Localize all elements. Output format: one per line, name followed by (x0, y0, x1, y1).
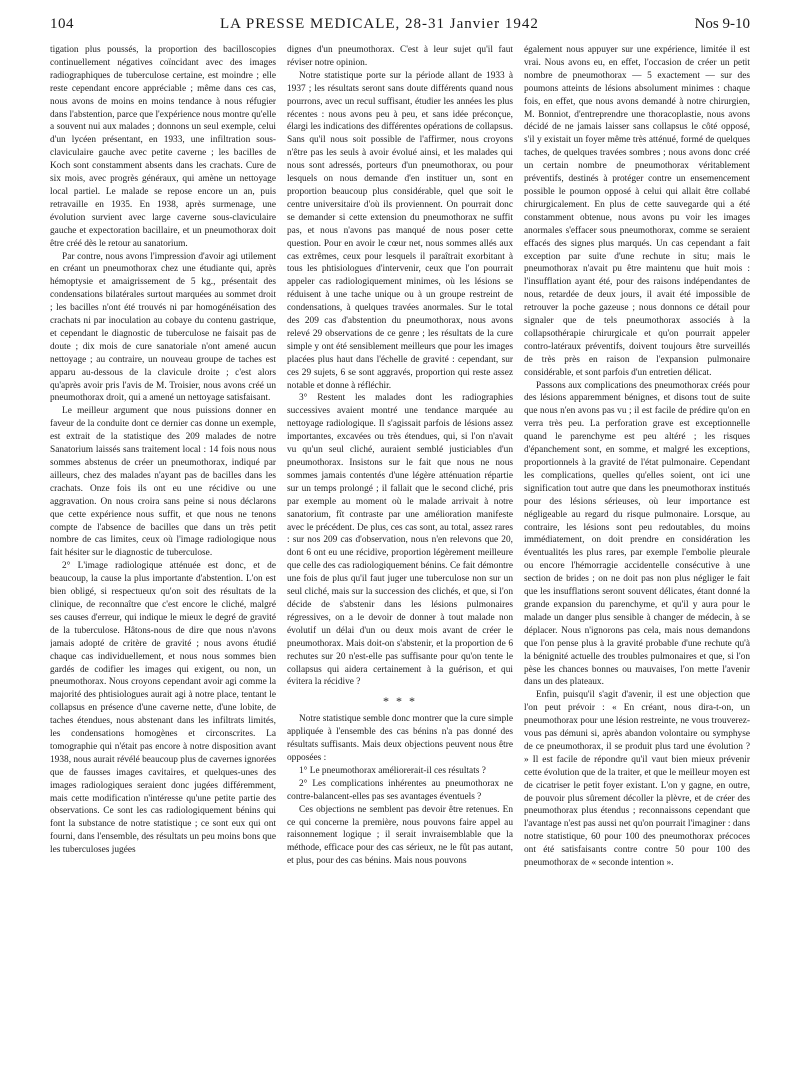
paragraph: également nous appuyer sur une expérience, limitée il est vrai. Nous avons eu, en effet, l'occasion de créer un petit nombre de pneumothorax — 5 exactement — sur des poumons atteints de lésions absolument minimes : chaque fois, en effet, que nous avons demandé à notre chirurgien, M. Bonniot, d'entreprendre une thoracoplastie, nous avons décidé de ne jamais laisser sans collapsus le côté opposé, s'il y existait un foyer même très atténué, formé de quelques taches, de quelques travées sombres ; nous avons donc créé un certain nombre de pneumothorax véritablement préventifs, destinés à protéger contre un ensemencement possible le poumon opposé à celui qui allait être collabé chirurgicalement. En plus de cette sauvegarde qui a été constamment obtenue, nous avons pu voir les images anormales s'effacer sous pneumothorax, comme se seraient effacés des signes plus marqués. Un cas cependant a fait exception par suite d'une rechute in situ; mais le pneumothorax n'avait pu être maintenu que huit mois : l'insufflation ayant été, pour des raisons indépendantes de nous, retardée de deux jours, il avait été impossible de retrouver la poche gazeuse ; nous donnons ce détail pour signaler que de tels pneumothorax associés à la collapsothérapie chirurgicale et qu'on pourrait appeler contro-latéraux préventifs, doivent toujours être surveillés de très près en raison de l'expansion pulmonaire considérable, et sont parfois d'un entretien délicat. (524, 45, 750, 378)
paragraph: Passons aux complications des pneumothorax créés pour des lésions apparemment bénignes, et disons tout de suite que nous n'en avons pas vu ; il est facile de prédire qu'on en verra très peu. La perforation grave est exceptionnelle quand le parenchyme est peu altéré ; les risques d'épanchement sont, en somme, et malgré les exceptions, proportionnels à la gravité de l'état pulmonaire. Cependant les complications, quelles qu'elles soient, ont ici une signification tout autre que dans les pneumothorax institués pour des lésions sérieuses, où leur importance est négligeable au regard du risque pulmonaire. Lorsque, au contraire, les lésions sont peu redoutables, du moins immédiatement, on doit prendre en considération les éventualités les plus rares, par exemple l'embolie pleurale ou encore l'hémorragie accidentelle consécutive à une section de brides ; on ne doit pas non plus négliger le fait que les insufflations seront souvent délicates, étant donné la grande expansion du parenchyme, et qu'il y aura pour le malade un danger plus sensible à changer de médecin, à se déplacer. Nous n'ignorons pas cela, mais nous demandons que l'on pense plus à la gravité probable d'une rechute qu'à la bénignité actuelle des troubles pulmonaires et que, si l'on pèse les chances bonnes ou mauvaises, l'on mette l'avenir dans un des plateaux. (524, 380, 750, 688)
paragraph: dignes d'un pneumothorax. C'est à leur sujet qu'il faut réviser notre opinion. (287, 45, 513, 68)
paragraph: Enfin, puisqu'il s'agit d'avenir, il est une objection que l'on peut prévoir : « En créant, nous dira-t-on, un pneumothorax pour une lésion restreinte, ne vous trouverez-vous pas démuni si, après abandon volontaire ou symphyse de ce pneumothorax, il se produit plus tard une évolution ? » Il est facile de répondre qu'il vaut bien mieux prévenir cette évolution que de la traiter, et que le meilleur moyen est de cicatriser le petit foyer existant. L'on y gagne, en outre, de pouvoir plus sûrement décoller la plèvre, et de créer des pneumothorax plus étendus ; reconnaissons cependant que l'avantage n'est pas aussi net qu'on pourrait l'imaginer : dans notre statistique, 60 pour 100 des pneumothorax précoces ont été satisfaisants contre contre 50 pour 100 des pneumothorax de « seconde intention ». (524, 690, 750, 869)
paragraph: 2° L'image radiologique atténuée est donc, et de beaucoup, la cause la plus importante d'abstention. L'on est bien obligé, si respectueux qu'on soit des résultats de la clinique, de reconnaître que c'est encore le cliché, malgré ses causes d'erreur, qui indique le mieux le degré de gravité de la tuberculose. Hâtons-nous de dire que nous n'avons jamais adopté de critère de gravité ; nous avons étudié chaque cas individuellement, et nous nous sommes bien gardés de codifier les images qui exigent, ou non, un pneumothorax. Nous croyons cependant avoir agi comme la majorité des phtisiologues aurait agi à notre place, tentant le collapsus en présence d'une caverne nette, d'une lobite, de taches étendues, nous abstenant dans les infiltrats limités, les condensations homogènes et circonscrites. La tomographie qui n'était pas encore à notre disposition avant 1938, nous aurait révélé beaucoup plus de cavernes ignorées que de fausses images cavitaires, et quelques-unes des images radiologiques seraient donc jugées différemment, mais cette modification n'intéresse qu'une petite partie des observations. Ce sont les cas radiologiquement bénins qui font la substance de notre statistique ; ce sont eux qui ont fourni, dans l'ensemble, des résultats un peu moins bons que les tuberculoses jugées (50, 561, 276, 856)
article-body (50, 44, 750, 1074)
paragraph: Par contre, nous avons l'impression d'avoir agi utilement en créant un pneumothorax chez une étudiante qui, après hémoptysie et amaigrissement de 5 kg., présentait des condensations bilatérales surtout marquées au sommet droit ; les bacilles n'ont été trouvés ni par homogénéisation des crachats ni par inoculation au cobaye du contenu gastrique, et cependant le diagnostic de tuberculose ne faisait pas de doute ; dix mois de cure sanatoriale n'ont amené aucun nettoyage ; au contraire, un nouveau groupe de taches est apparu au-dessous de la clavicule droite ; c'est alors qu'après avoir pris l'avis de M. Troisier, nous avons créé un pneumothorax droit, qui a amené un nettoyage satisfaisant. (50, 251, 276, 404)
paragraph: tigation plus poussés, la proportion des bacilloscopies continuellement négatives coïncidant avec des images radiographiques de tuberculose certaine, est moindre ; elle reste cependant encore appréciable ; même dans ces cas, nous avons de moins en moins tendance à nous réfugier dans l'abstention, parce que l'expérience nous montre qu'elle a souvent nui aux malades ; donnons un seul exemple, celui d'un lycéen présentant, en 1933, une infiltration sous-claviculaire gauche avec petite caverne ; les bacilles de Koch sont constamment absents dans les crachats. Cure de six mois, avec progrès généraux, qui amène un nettoyage local partiel. Le malade se repose encore un an, puis retravaille en 1935. En 1938, après surmenage, une évolution survient avec large caverne sous-claviculaire gauche et expectoration bacillaire, et un pneumothorax doit être créé dès le retour au sanatorium. (50, 45, 276, 249)
page-number: 104 (50, 16, 74, 32)
paragraph: 3° Restent les malades dont les radiographies successives avaient montré une tendance marquée au nettoyage radiologique. Il s'agissait parfois de lésions assez importantes, excavées ou très étendues, qui, si l'on n'avait vu qu'un seul cliché, auraient semblé justiciables d'un pneumothorax. Insistons sur le fait que nous ne nous sommes jamais contentés d'une légère atténuation répartie sur un temps prolongé ; il fallait que le second cliché, pris par exemple au moment où le malade arrivait à notre sanatorium, fît contraste par une amélioration manifeste avec le précédent. De plus, ces cas sont, au total, assez rares : sur nos 209 cas d'observation, nous n'en relevons que 20, dont 6 ont eu une récidive, proportion légèrement meilleure que celle des cas radiologiquement bénins. Ce fait démontre une fois de plus qu'il faut juger une tuberculose non sur un seul cliché, mais sur la succession des clichés, et que, si l'on décide de s'abstenir dans les lésions pulmonaires régressives, on a le devoir de donner à tout malade non évolutif un délai d'un ou deux mois avant de créer le pneumothorax. Mais doit-on s'abstenir, et la proportion de 6 rechutes sur 20 n'est-elle pas suffisante pour qu'on tente le collapsus qui aidera certainement à la guérison, et qui évitera la récidive ? (287, 393, 513, 688)
text-column-3 (524, 44, 750, 1074)
paragraph: Le meilleur argument que nous puissions donner en faveur de la conduite dont ce dernier cas donne un exemple, est extrait de la statistique des 209 malades de notre Sanatorium laissés sans traitement local : 14 fois nous nous sommes abstenus de créer un pneumothorax, indiqué par ailleurs, chez des malades n'ayant pas de bacilles dans les crachats. Onze fois ils ont eu une récidive ou une aggravation. On nous croira sans peine si nous déclarons que cette expérience nous suffit, et que nous ne tenons compte de l'absence de bacilles que dans un très petit nombre de cas limites, ceux où l'image radiologique nous fait hésiter sur le diagnostic de tuberculose. (50, 406, 276, 559)
paragraph: 2° Les complications inhérentes au pneumothorax ne contre-balancent-elles pas ses avantages éventuels ? (287, 778, 513, 802)
journal-title: LA PRESSE MEDICALE, 28-31 Janvier 1942 (220, 16, 539, 32)
paragraph: 1° Le pneumothorax améliorerait-il ces résultats ? (299, 765, 486, 776)
issue-number: Nos 9-10 (694, 16, 750, 32)
text-column-2 (287, 44, 513, 1074)
text-column-1 (50, 44, 276, 1074)
page-header (50, 16, 750, 38)
paragraph: Notre statistique porte sur la période allant de 1933 à 1937 ; les résultats seront sans doute différents quand nous pourrons, avec un recul suffisant, étudier les années les plus récentes : nous avons peu à peu, et sans idée préconçue, élargi les indications des différentes opérations de collapsus. Sans qu'il nous soit possible de l'affirmer, nous croyons n'être pas les seuls à avoir évolué ainsi, et les malades qui nous sont adressés, porteurs d'un pneumothorax, ou pour lesquels on nous demande d'en instituer un, sont en proportion beaucoup plus considérable, quel que soit le centre universitaire d'où ils proviennent. On pourrait donc se demander si cette extension du pneumothorax ne suffit pas, et nous n'avons pas manqué de nous poser cette question. Pour en avoir le cœur net, nous sommes allés aux cas extrêmes, ceux pour lesquels il paraîtrait exorbitant à tous les phtisiologues d'intervenir, ceux que l'on pourrait appeler cas radiologiquement minimes, où les lésions se réduisent à une tache unique ou à un groupe restreint de condensations, à quelques travées anormales. Sur le total des 209 cas d'abstention du pneumothorax, nous avons relevé 29 observations de ce genre ; les résultats de la cure simple y ont été sensiblement meilleurs que pour les images placées plus haut dans l'échelle de gravité : cependant, sur ces 29 sujets, 6 se sont aggravés, proportion qui reste assez notable et donne à réfléchir. (287, 70, 513, 391)
paragraph: Notre statistique semble donc montrer que la cure simple appliquée à l'ensemble des cas bénins n'a pas donné des résultats suffisants. Mais deux objections peuvent nous être opposées : (287, 714, 513, 764)
section-separator: * * * (383, 694, 417, 709)
paragraph: Ces objections ne semblent pas devoir être retenues. En ce qui concerne la première, nous pouvons faire appel au raisonnement logique ; il serait invraisemblable que la méthode, efficace pour des cas sérieux, ne le fût pas autant, et plus, pour des cas bénins. Mais nous pouvons (287, 804, 513, 867)
